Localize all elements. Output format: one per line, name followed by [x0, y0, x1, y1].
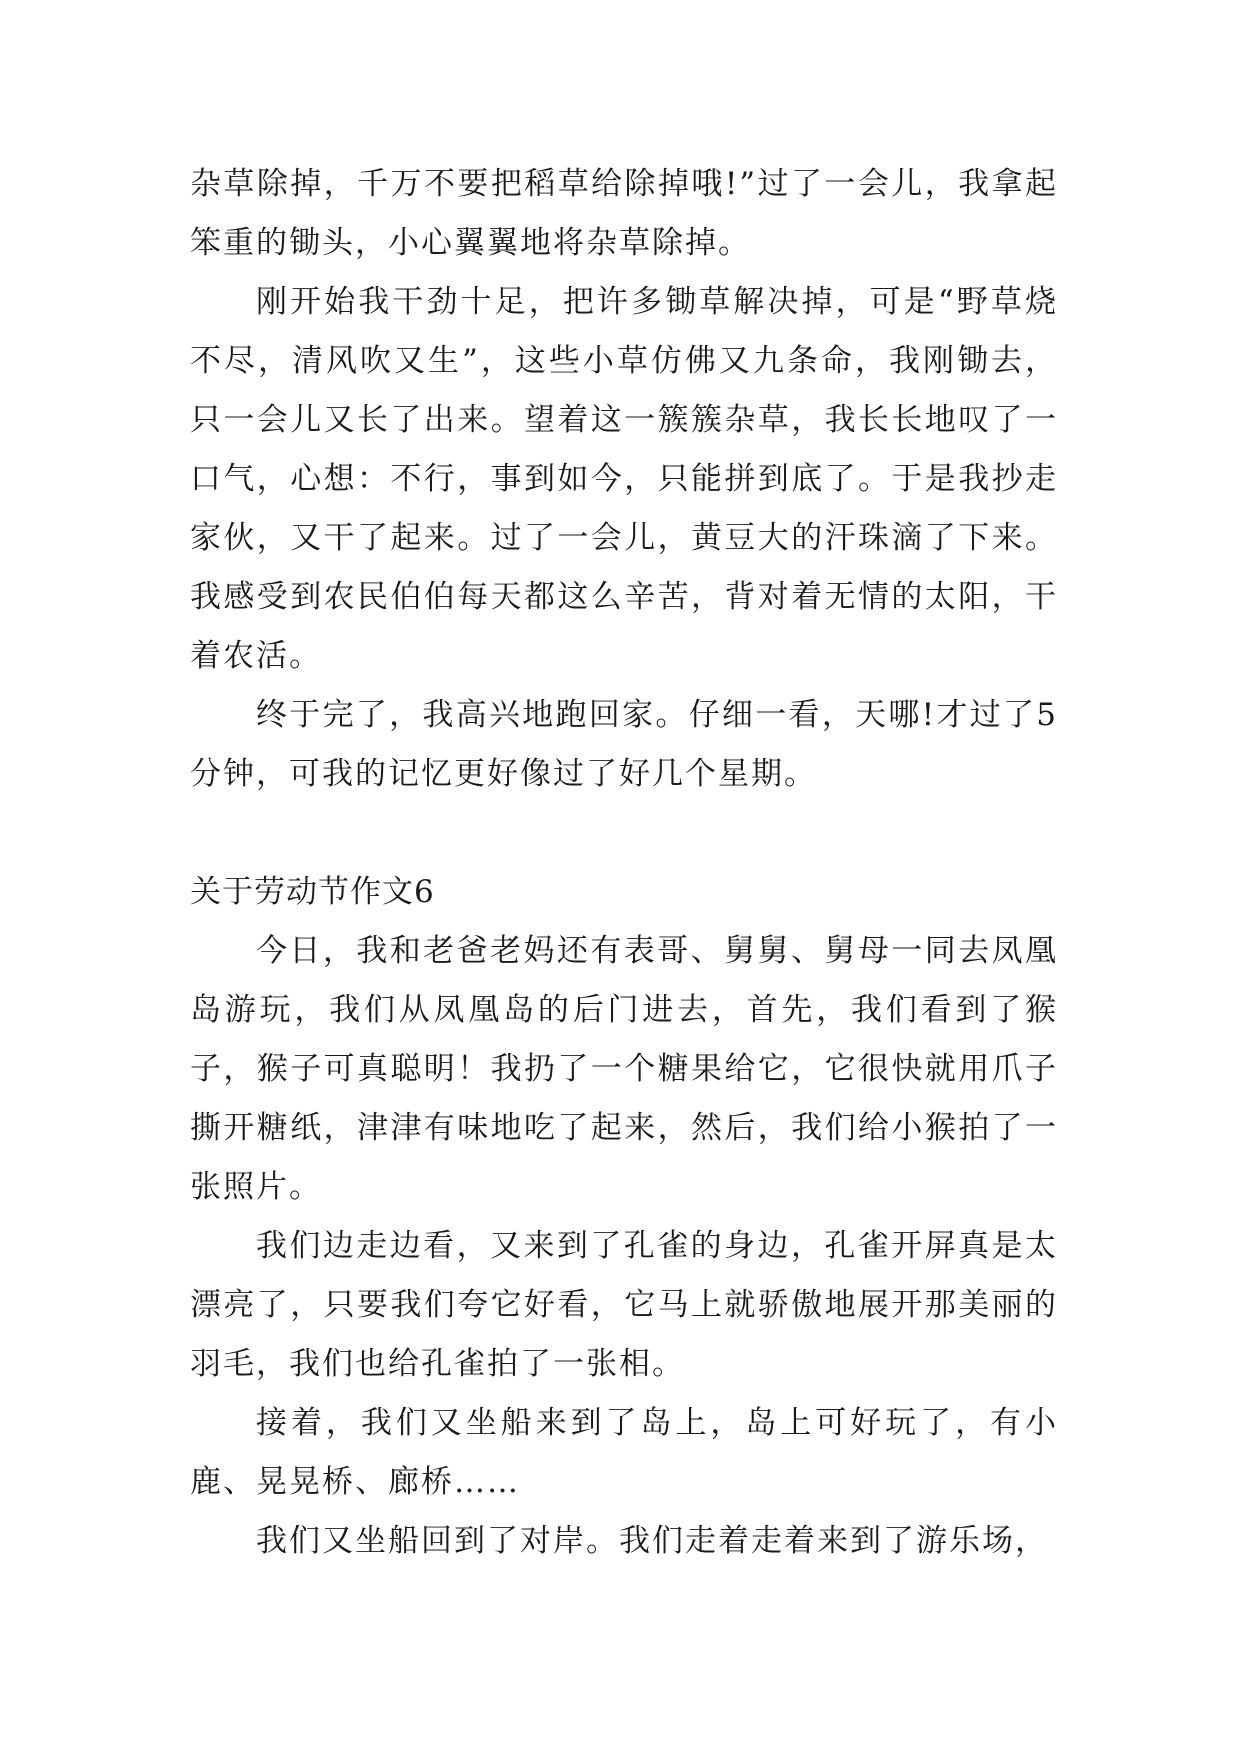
section-title: 关于劳动节作文6	[190, 874, 435, 910]
paragraph: 杂草除掉，千万不要把稻草给除掉哦!”过了一会儿，我拿起笨重的锄头，小心翼翼地将杂草除掉。	[190, 166, 1058, 261]
paragraph: 今日，我和老爸老妈还有表哥、舅舅、舅母一同去凤凰岛游玩，我们从凤凰岛的后门进去，首先，我们看到了猴子，猴子可真聪明！我扔了一个糖果给它，它很快就用爪子撕开糖纸，津津有味地吃了起来，然后，我们给小猴拍了一张照片。	[190, 933, 1058, 1205]
paragraph: 接着，我们又坐船来到了岛上，岛上可好玩了，有小鹿、晃晃桥、廊桥……	[190, 1405, 1058, 1500]
paragraph: 刚开始我干劲十足，把许多锄草解决掉，可是“野草烧不尽，清风吹又生”，这些小草仿佛又九条命，我刚锄去，只一会儿又长了出来。望着这一簇簇杂草，我长长地叹了一口气，心想：不行，事到如今，只能拼到底了。于是我抄走家伙，又干了起来。过了一会儿，黄豆大的汗珠滴了下来。我感受到农民伯伯每天都这么辛苦，背对着无情的太阳，干着农活。	[190, 284, 1058, 674]
paragraph: 我们边走边看，又来到了孔雀的身边，孔雀开屏真是太漂亮了，只要我们夸它好看，它马上就骄傲地展开那美丽的羽毛，我们也给孔雀拍了一张相。	[190, 1228, 1058, 1382]
paragraph: 我们又坐船回到了对岸。我们走着走着来到了游乐场，	[256, 1523, 1048, 1559]
document-body	[190, 155, 1058, 1571]
paragraph: 终于完了，我高兴地跑回家。仔细一看，天哪!才过了5分钟，可我的记忆更好像过了好几个星期。	[190, 697, 1058, 792]
